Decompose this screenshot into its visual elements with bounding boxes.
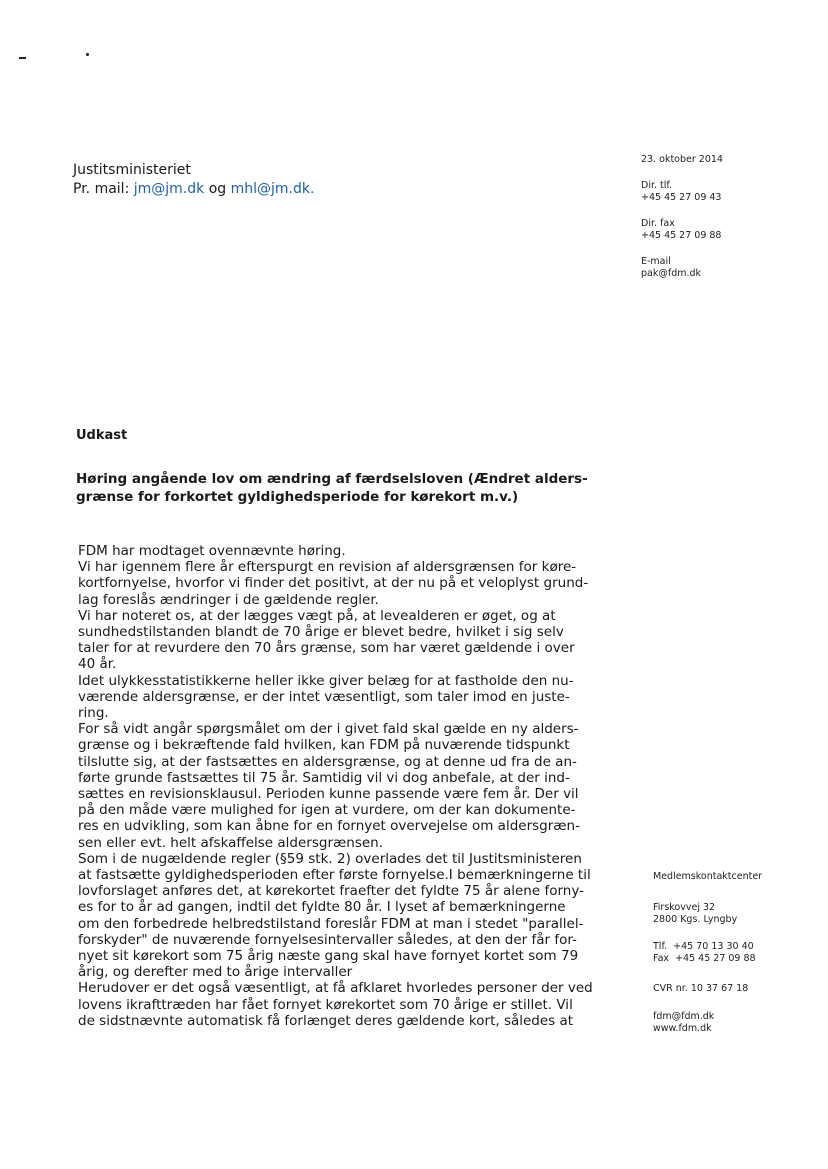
- recipient-block: [73, 161, 314, 199]
- body-line: Vi har igennem flere år efterspurgt en revision af aldersgrænsen for køre-: [78, 559, 577, 576]
- document-subject: [76, 470, 616, 506]
- footer-fax-line: [653, 953, 756, 965]
- subject-line: Høring angående lov om ændring af færdselsloven (Ændret alders-: [76, 471, 588, 487]
- footer-city: 2800 Kgs. Lyngby: [653, 914, 738, 925]
- footer-cvr-label: CVR nr.: [653, 983, 688, 994]
- footer-tel-label: Tlf.: [653, 941, 668, 952]
- conjunction: og: [208, 181, 227, 197]
- body-line: taler for at revurdere den 70 års grænse, som har været gældende i over: [78, 640, 575, 657]
- body-line: Som i de nugældende regler (§59 stk. 2) overlades det til Justitsministeren: [78, 850, 582, 867]
- direct-fax-block: [641, 218, 721, 242]
- subject-line: grænse for forkortet gyldighedsperiode for kørekort m.v.): [76, 489, 519, 505]
- body-line: Vi har noteret os, at der lægges vægt på, at levealderen er øget, og at: [78, 607, 556, 624]
- recipient-email-link[interactable]: jm@jm.dk: [133, 181, 205, 197]
- body-line: førte grunde fastsættes til 75 år. Samtidig vil vi dog anbefale, at der ind-: [78, 769, 570, 786]
- scan-speck: [19, 57, 26, 59]
- mail-prefix: Pr. mail:: [73, 181, 130, 197]
- body-line: For så vidt angår spørgsmålet om der i givet fald skal gælde en ny alders-: [78, 721, 579, 738]
- scan-speck: [86, 53, 89, 56]
- direct-phone-block: [641, 180, 721, 204]
- sender-email: pak@fdm.dk: [641, 268, 702, 279]
- body-line: at fastsætte gyldighedsperioden efter første fornyelse.I bemærkningerne til: [78, 867, 591, 884]
- body-line: FDM har modtaget ovennævnte høring.: [78, 543, 346, 559]
- footer-cvr: 10 37 67 18: [690, 983, 749, 994]
- body-text: [78, 543, 616, 1029]
- footer-email[interactable]: fdm@fdm.dk: [653, 1011, 715, 1022]
- body-line: Herudover er det også væsentligt, at få afklaret hvorledes personer der ved: [78, 980, 593, 997]
- body-line: sættes en revisionsklausul. Perioden kunne passende være fem år. Der vil: [78, 786, 579, 803]
- body-line: sundhedstilstanden blandt de 70 årige er blevet bedre, hvilket i sig selv: [78, 624, 564, 641]
- body-line: kortfornyelse, hvorfor vi finder det positivt, at der nu på et veloplyst grund-: [78, 575, 589, 592]
- body-line: lag foreslås ændringer i de gældende regler.: [78, 591, 379, 608]
- footer-tel: +45 70 13 30 40: [673, 941, 754, 952]
- document-heading: Udkast: [76, 428, 128, 443]
- body-line: Idet ulykkesstatistikkerne heller ikke giver belæg for at fastholde den nu-: [78, 672, 574, 689]
- recipient-name: Justitsministeriet: [73, 162, 191, 178]
- body-line: årig, og derefter med to årige intervaller: [78, 964, 353, 981]
- direct-fax: +45 45 27 09 88: [641, 230, 722, 241]
- footer-website[interactable]: www.fdm.dk: [653, 1023, 712, 1034]
- footer-center-name: Medlemskontaktcenter: [653, 871, 763, 882]
- letter-date: 23. oktober 2014: [641, 154, 723, 165]
- body-line: ring.: [78, 705, 109, 722]
- body-line: værende aldersgrænse, er der intet væsentligt, som taler imod en juste-: [78, 688, 570, 705]
- footer-web-block: [653, 1011, 714, 1035]
- body-line: lovens ikrafttræden har fået fornyet kørekortet som 70 årige er stillet. Vil: [78, 996, 573, 1013]
- body-line: sen eller evt. helt afskaffelse aldersgrænsen.: [78, 834, 384, 851]
- footer-address: [653, 902, 737, 926]
- footer-fax-label: Fax: [653, 953, 670, 964]
- direct-fax-label: Dir. fax: [641, 218, 675, 229]
- body-line: forskyder" de nuværende fornyelsesintervaller således, at den der får for-: [78, 931, 577, 948]
- sender-email-label: E-mail: [641, 256, 671, 267]
- body-line: es for to år ad gangen, indtil det fyldte 80 år. I lyset af bemærkningerne: [78, 899, 566, 916]
- body-line: nyet sit kørekort som 75 årig næste gang skal have fornyet kortet som 79: [78, 948, 579, 965]
- recipient-email-link-2[interactable]: mhl@jm.dk.: [230, 181, 315, 197]
- direct-phone: +45 45 27 09 43: [641, 192, 722, 203]
- body-line: grænse og i bekræftende fald hvilken, kan FDM på nuværende tidspunkt: [78, 737, 570, 754]
- sender-email-block: [641, 256, 701, 280]
- direct-phone-label: Dir. tlf.: [641, 180, 673, 191]
- footer-street: Firskovvej 32: [653, 902, 716, 913]
- body-line: tilslutte sig, at der fastsættes en aldersgrænse, og at denne ud fra de an-: [78, 753, 577, 770]
- footer-fax: +45 45 27 09 88: [675, 953, 756, 964]
- body-line: 40 år.: [78, 656, 117, 673]
- body-line: om den forbedrede helbredstilstand foreslår FDM at man i stedet "parallel-: [78, 915, 584, 932]
- footer-contact: [653, 941, 756, 965]
- footer-tel-line: [653, 941, 756, 953]
- footer-cvr-line: [653, 983, 748, 995]
- body-line: på den måde være mulighed for igen at vurdere, om der kan dokumente-: [78, 802, 576, 819]
- recipient-mail-line: [73, 180, 314, 199]
- body-line: de sidstnævnte automatisk få forlænget deres gældende kort, således at: [78, 1012, 574, 1029]
- body-line: lovforslaget anføres det, at kørekortet fraefter det fyldte 75 år alene forny-: [78, 883, 584, 900]
- body-line: res en udvikling, som kan åbne for en fornyet overvejelse om aldersgræn-: [78, 818, 580, 835]
